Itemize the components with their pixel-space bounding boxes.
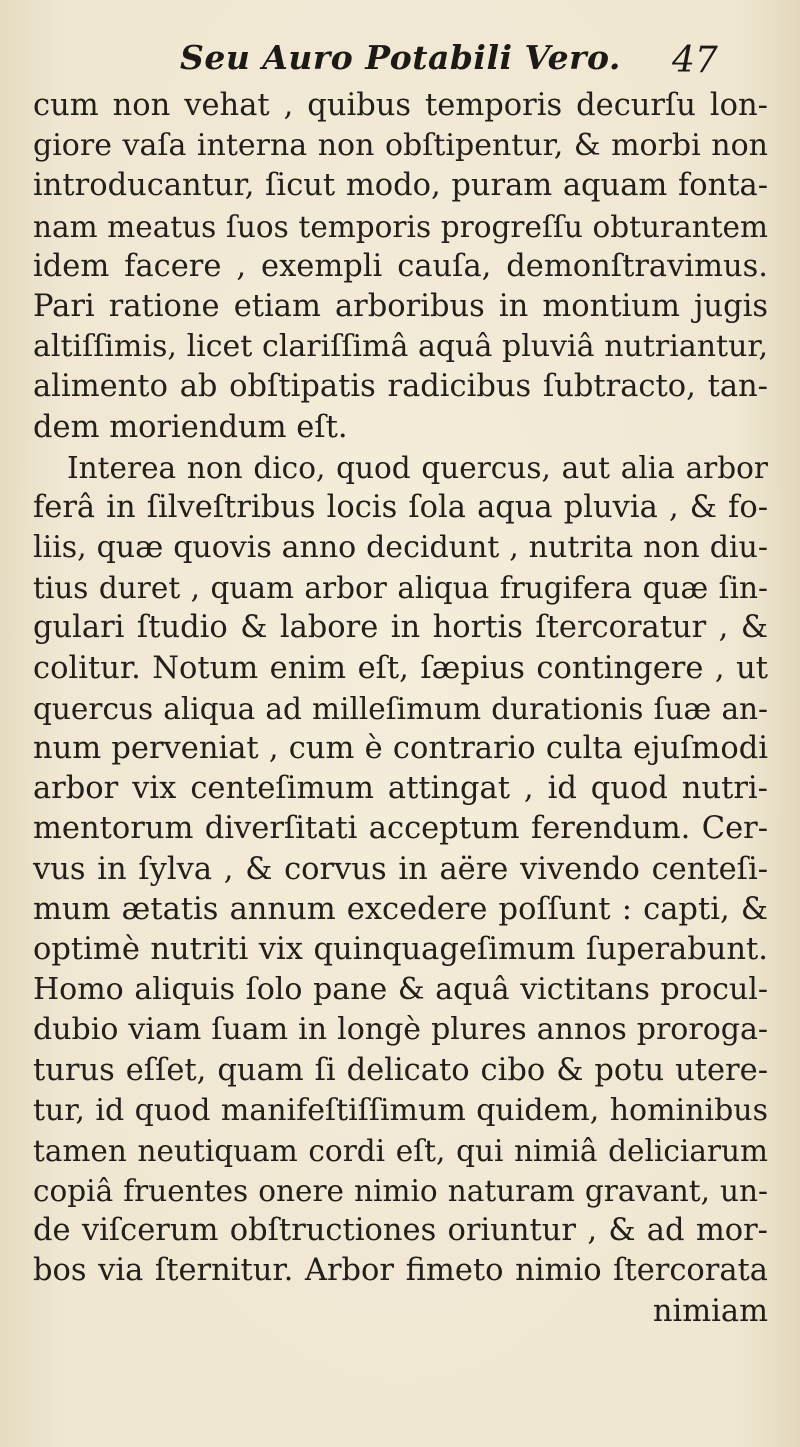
text-line: idem facere , exempli cauſa, demonſtravimus.	[33, 248, 768, 284]
text-line: vus in ſylva , & corvus in aëre vivendo centeſi-	[33, 851, 768, 887]
text-line: nam meatus ſuos temporis progreſſu obturantem	[33, 209, 768, 244]
text-line: colitur. Notum enim eſt, ſæpius contingere , ut	[33, 650, 768, 686]
text-line: quercus aliqua ad milleſimum durationis ſuæ an-	[33, 691, 768, 726]
text-line: giore vaſa interna non obſtipentur, & morbi non	[33, 128, 768, 164]
text-line: tius duret , quam arbor aliqua frugifera quæ ſin-	[33, 571, 768, 606]
text-line: arbor vix centeſimum attingat , id quod nutri-	[33, 771, 768, 807]
text-line: optimè nutriti vix quinquageſimum ſuperabunt.	[33, 931, 768, 967]
text-line: turus eſſet, quam ſi delicato cibo & potu utere-	[33, 1052, 768, 1088]
paragraph-end-line: dem moriendum eſt.	[33, 409, 348, 445]
page-number: 47	[672, 40, 718, 81]
running-head-title: Seu Auro Potabili Vero.	[180, 38, 621, 77]
paragraph-start-line: Interea non dico, quod quercus, aut alia arbor	[67, 450, 768, 485]
text-line: alimento ab obſtipatis radicibus ſubtracto, tan-	[33, 369, 768, 405]
text-line: copiâ fruentes onere nimio naturam gravant, un-	[33, 1174, 768, 1209]
text-line: altiſſimis, licet clariſſimâ aquâ pluviâ nutriantur,	[33, 329, 768, 365]
text-line: Pari ratione etiam arboribus in montium jugis	[33, 288, 768, 324]
text-line: bos via ſternitur. Arbor fimeto nimio ſtercorata	[33, 1253, 768, 1289]
text-line: num perveniat , cum è contrario culta ejuſmodi	[33, 731, 768, 766]
text-line: Homo aliquis ſolo pane & aquâ victitans procul-	[33, 972, 768, 1008]
text-line: tur, id quod manifeſtiſſimum quidem, hominibus	[33, 1092, 768, 1128]
text-line: ferâ in ſilveſtribus locis ſola aqua pluvia , & fo-	[33, 489, 768, 525]
body-text	[33, 86, 768, 1332]
text-line: liis, quæ quovis anno decidunt , nutrita non diu-	[33, 530, 768, 566]
text-line: mentorum diverſitati acceptum ferendum. Cer-	[33, 811, 768, 847]
text-line: de viſcerum obſtructiones oriuntur , & ad mor-	[33, 1213, 768, 1249]
text-line: introducantur, ſicut modo, puram aquam fonta-	[33, 168, 768, 204]
text-line: cum non vehat , quibus temporis decurſu lon-	[33, 88, 768, 123]
catchword: nimiam	[652, 1293, 768, 1329]
text-line: mum ætatis annum excedere poſſunt : capti, &	[33, 891, 768, 927]
text-line: gulari ſtudio & labore in hortis ſtercoratur , &	[33, 610, 768, 646]
text-line: tamen neutiquam cordi eſt, qui nimiâ deliciarum	[33, 1133, 768, 1168]
text-line: dubio viam ſuam in longè plures annos proroga-	[33, 1012, 768, 1048]
